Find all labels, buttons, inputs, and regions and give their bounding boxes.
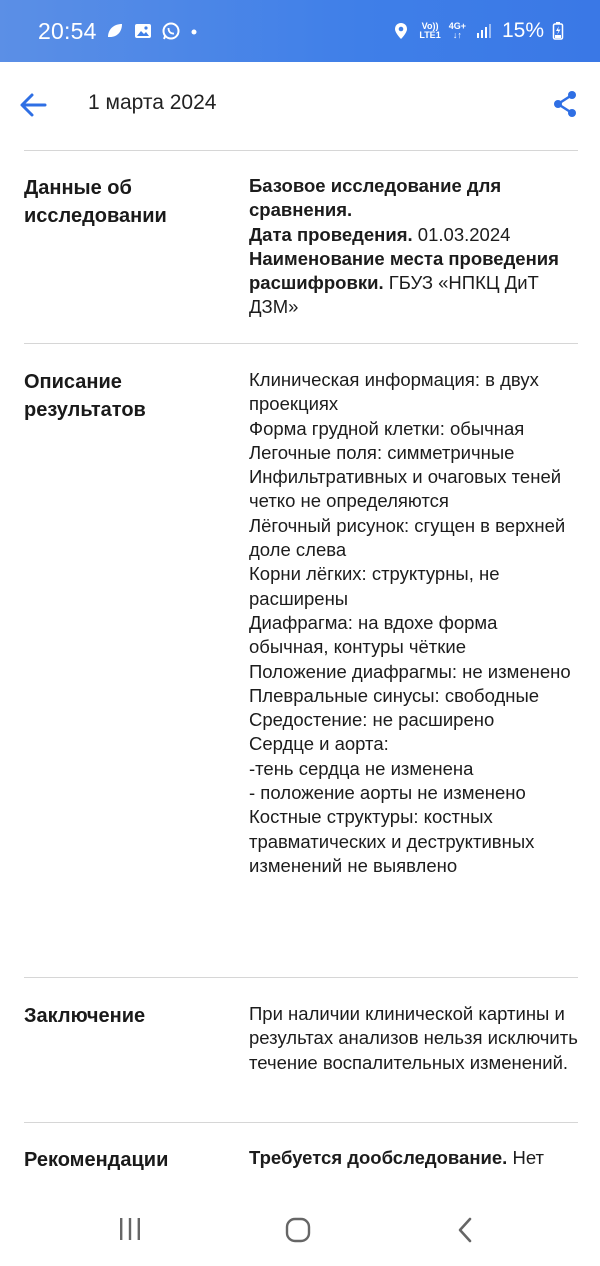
results-line: Средостение: не расширено	[249, 709, 495, 731]
4g-top: 4G+	[448, 21, 466, 31]
study-base-line: Базовое исследование для сравнения.	[249, 175, 502, 221]
study-date-label: Дата проведения.	[249, 223, 413, 245]
share-icon[interactable]	[552, 90, 578, 118]
results-line: Форма грудной клетки: обычная	[249, 417, 525, 439]
results-line: Положение диафрагмы: не изменено	[249, 660, 571, 682]
back-arrow-icon[interactable]	[18, 90, 48, 120]
results-line: Корни лёгких: структурны, не расширены	[249, 563, 500, 609]
4g-bottom: ↓↑	[452, 30, 462, 40]
gallery-notification-icon	[133, 21, 153, 41]
status-bar	[0, 0, 600, 62]
divider	[24, 977, 578, 978]
conclusion-label: Заключение	[24, 1005, 146, 1027]
4g-indicator	[449, 22, 466, 40]
status-time: 20:54	[38, 17, 97, 44]
page-title: 1 марта 2024	[88, 91, 217, 114]
battery-charging-icon	[552, 21, 564, 41]
conclusion-content: При наличии клинической картины и результах анализов нельзя исключить течение воспалительных изменений.	[249, 1003, 578, 1073]
volte-top: Vo))	[421, 21, 439, 31]
volte-indicator	[419, 22, 440, 40]
recent-apps-icon[interactable]	[118, 1216, 142, 1242]
results-line: Сердце и аорта:	[249, 733, 389, 755]
recommendations-req-label: Требуется дообследование.	[249, 1147, 508, 1168]
app-header	[0, 62, 600, 148]
divider	[24, 1122, 578, 1123]
volte-bottom: LTE1	[419, 30, 441, 40]
divider	[24, 343, 578, 344]
study-place-value: ГБУЗ «НПКЦ ДиТ ДЗМ»	[249, 272, 539, 318]
more-dot-icon	[189, 21, 199, 41]
results-line: Легочные поля: симметричные	[249, 441, 515, 463]
study-content	[249, 174, 579, 320]
recommendations-content	[249, 1146, 579, 1170]
study-place-label: Наименование места проведения расшифровки.	[249, 247, 559, 294]
results-line: Клиническая информация: в двух проекциях	[249, 369, 539, 415]
results-line: Плевральные синусы: свободные	[249, 684, 540, 706]
results-line: -тень сердца не изменена	[249, 757, 474, 779]
signal-icon	[474, 21, 494, 41]
system-nav-bar	[0, 1196, 600, 1266]
leaf-notification-icon	[105, 21, 125, 41]
recommendations-req-value: Нет	[507, 1147, 544, 1168]
back-nav-icon[interactable]	[456, 1216, 474, 1244]
recommendations-label: Рекомендации	[24, 1149, 169, 1171]
study-label: Данные об исследовании	[24, 177, 167, 227]
results-line: Диафрагма: на вдохе форма обычная, контуры чёткие	[249, 611, 498, 658]
battery-percent: 15%	[501, 19, 544, 42]
results-line: - положение аорты не изменено	[249, 782, 526, 804]
home-icon[interactable]	[284, 1216, 312, 1244]
results-content	[249, 368, 579, 878]
whatsapp-notification-icon	[161, 21, 181, 41]
study-date-value: 01.03.2024	[412, 223, 511, 245]
results-line: Инфильтративных и очаговых теней четко не определяются	[249, 466, 562, 512]
location-icon	[391, 21, 411, 41]
results-label: Описание результатов	[24, 371, 146, 421]
status-left	[38, 18, 199, 45]
divider	[24, 150, 578, 151]
results-line: Лёгочный рисунок: сгущен в верхней доле слева	[249, 514, 566, 561]
results-line: Костные структуры: костных травматических и деструктивных изменений не выявлено	[249, 806, 535, 876]
status-right	[391, 19, 564, 43]
